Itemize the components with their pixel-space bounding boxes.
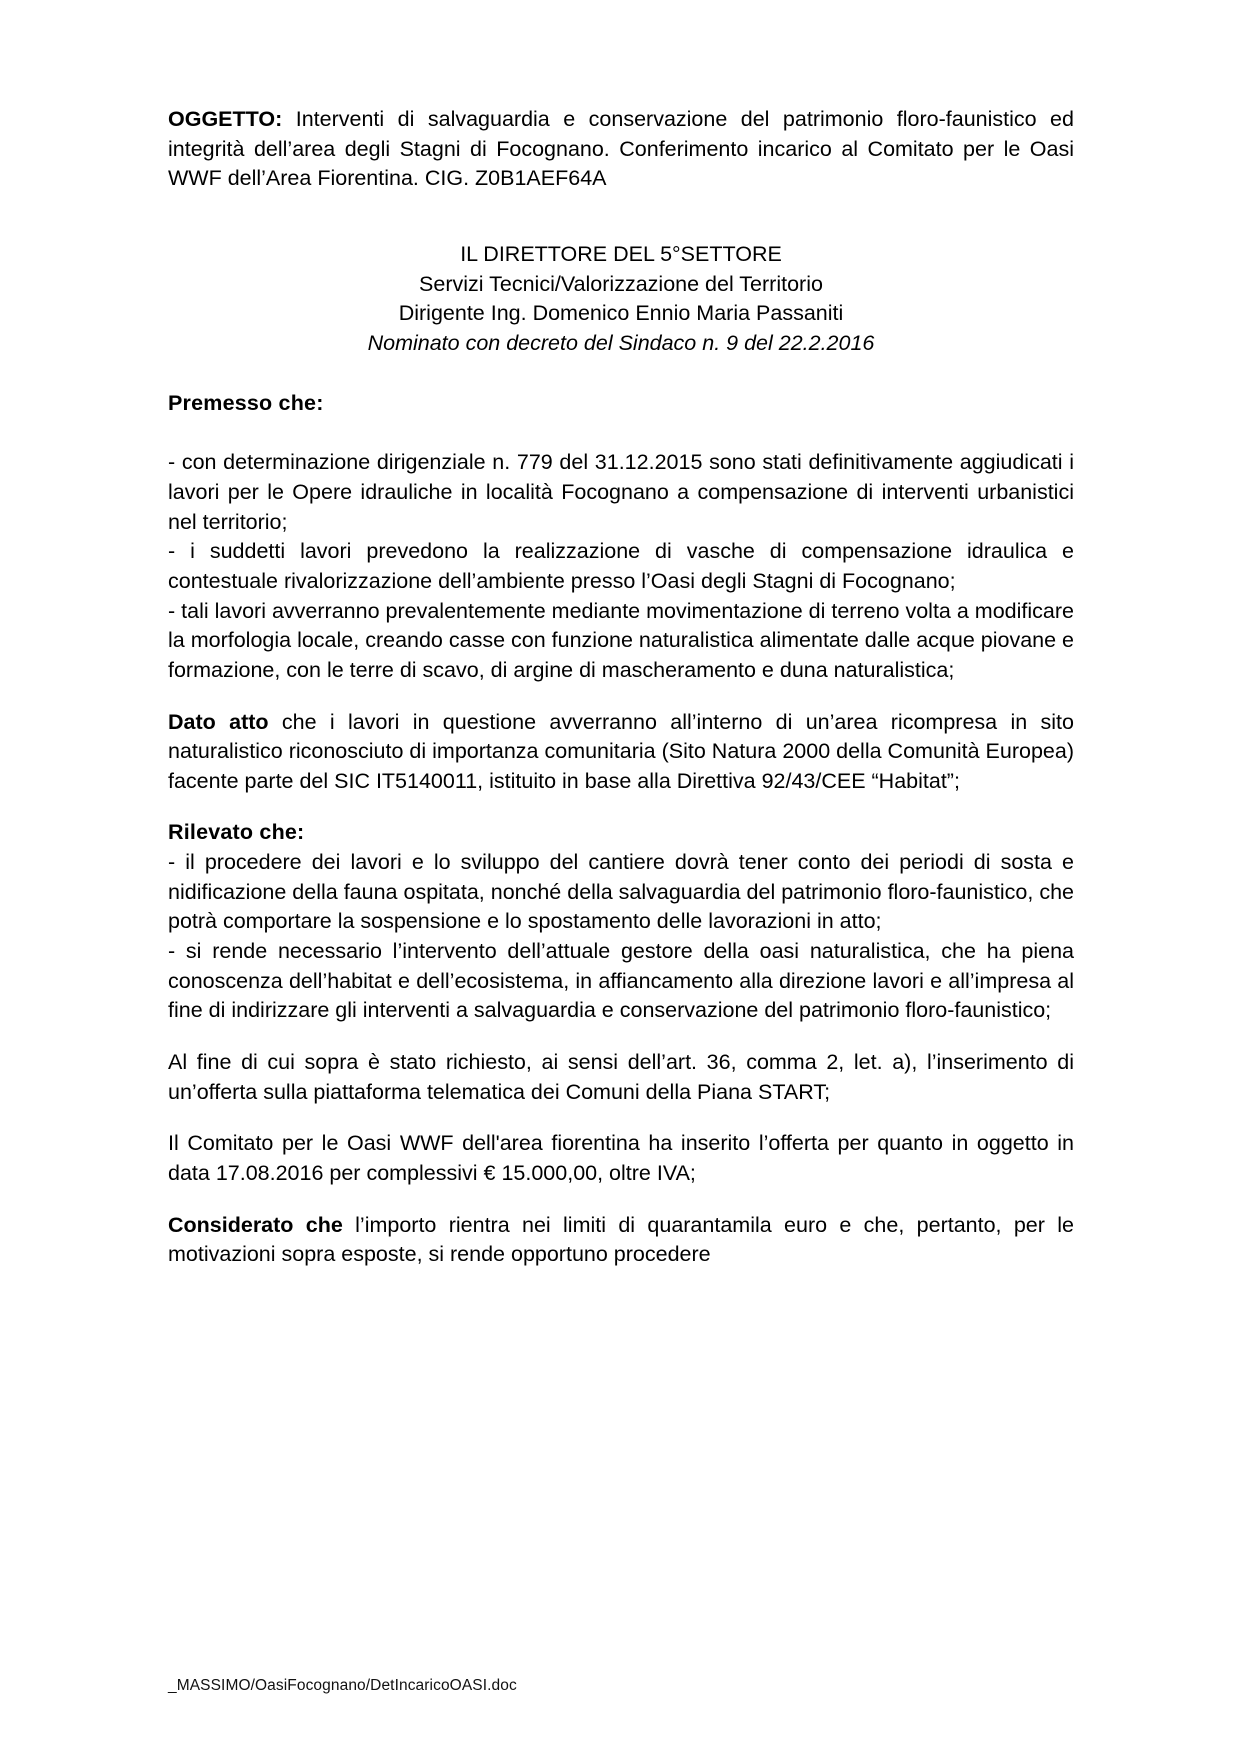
premesso-paragraph-2: - i suddetti lavori prevedono la realizzazione di vasche di compensazione idraulica e contestuale rivalorizzazione dell’ambiente presso l’Oasi degli Stagni di Focognano;	[168, 539, 1074, 593]
footer-filepath: _MASSIMO/OasiFocognano/DetIncaricoOASI.doc	[168, 1677, 517, 1694]
subject-label: OGGETTO:	[168, 107, 283, 131]
considerato-text: l’importo rientra nei limiti di quarantamila euro e che, pertanto, per le motivazioni sopra esposte, si rende opportuno procedere	[168, 1212, 1074, 1267]
considerato-paragraph	[168, 1211, 1074, 1270]
dato-atto-paragraph	[168, 708, 1074, 797]
rilevato-paragraph-1: - il procedere dei lavori e lo sviluppo del cantiere dovrà tener conto dei periodi di sosta e nidificazione della fauna ospitata, nonché della salvaguardia del patrimonio floro-faunistico, che potrà comportare la sospensione e lo spostamento delle lavorazioni in atto;	[168, 850, 1074, 934]
spacer	[168, 1107, 1074, 1129]
premesso-paragraph-3: - tali lavori avverranno prevalentemente mediante movimentazione di terreno volta a modificare la morfologia locale, creando casse con funzione naturalistica alimentate dalle acque piovane e formazione, con le terre di scavo, di argine di mascheramento e duna naturalistica;	[168, 598, 1074, 682]
section-title-rilevato: Rilevato che:	[168, 820, 305, 845]
premesso-paragraph-1: - con determinazione dirigenziale n. 779 del 31.12.2015 sono stati definitivamente aggiudicati i lavori per le Opere idrauliche in località Focognano a compensazione di interventi urbanistici nel territorio;	[168, 450, 1074, 534]
spacer	[168, 1189, 1074, 1211]
dato-atto-lead: Dato atto	[168, 709, 269, 734]
premesso-paragraphs	[168, 448, 1074, 685]
rilevato-paragraph-2: - si rende necessario l’intervento dell’attuale gestore della oasi naturalistica, che ha piena conoscenza dell’habitat e dell’ecosistema, in affiancamento alla direzione lavori e all’impresa al fine di indirizzare gli interventi a salvaguardia e conservazione del patrimonio floro-faunistico;	[168, 939, 1074, 1023]
heading-line-1: IL DIRETTORE DEL 5°SETTORE	[460, 241, 782, 266]
dato-atto-text: che i lavori in questione avverranno all’interno di un’area ricompresa in sito naturalistico riconosciuto di importanza comunitaria (Sito Natura 2000 della Comunità Europea) facente parte del SIC IT5140011, istituito in base alla Direttiva 92/43/CEE “Habitat”;	[168, 709, 1074, 793]
heading-line-2: Servizi Tecnici/Valorizzazione del Territorio	[419, 271, 823, 296]
section-title-premesso: Premesso che:	[168, 390, 324, 415]
tail-paragraph-2: Il Comitato per le Oasi WWF dell'area fiorentina ha inserito l’offerta per quanto in oggetto in data 17.08.2016 per complessivi € 15.000,00, oltre IVA;	[168, 1131, 1074, 1186]
heading-line-3: Dirigente Ing. Domenico Ennio Maria Passaniti	[398, 301, 844, 326]
considerato-lead: Considerato che	[168, 1212, 343, 1237]
spacer	[168, 359, 1074, 389]
document-body	[168, 105, 1074, 1270]
spacer	[168, 796, 1074, 818]
spacer	[168, 1026, 1074, 1048]
heading-line-4: Nominato con decreto del Sindaco n. 9 del 22.2.2016	[367, 330, 875, 355]
tail-paragraph-1: Al fine di cui sopra è stato richiesto, ai sensi dell’art. 36, comma 2, let. a), l’inserimento di un’offerta sulla piattaforma telematica dei Comuni della Piana START;	[168, 1050, 1074, 1104]
document-heading	[168, 240, 1074, 359]
subject-paragraph	[168, 105, 1074, 194]
subject-text: Interventi di salvaguardia e conservazione del patrimonio floro-faunistico ed integrità dell’area degli Stagni di Focognano. Conferimento incarico al Comitato per le Oasi WWF dell’Area Fiorentina. CIG. Z0B1AEF64A	[168, 107, 1074, 191]
spacer	[168, 194, 1074, 240]
rilevato-paragraphs	[168, 848, 1074, 1026]
spacer	[168, 686, 1074, 708]
spacer	[168, 418, 1074, 448]
